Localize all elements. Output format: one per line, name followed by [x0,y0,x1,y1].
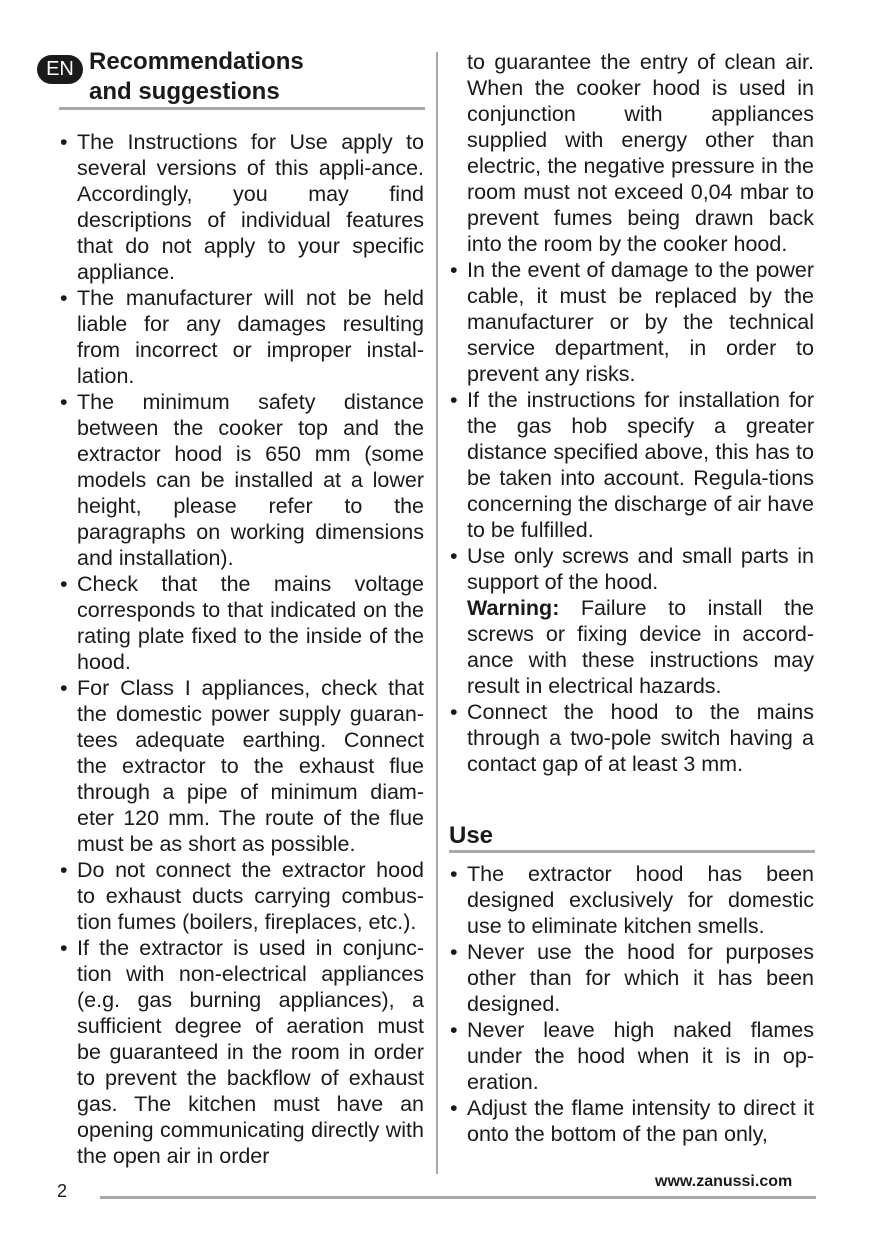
list-item: • In the event of damage to the power cable, it must be replaced by the manufacturer or by the technical service department, in order to prevent any risks. [448,257,814,387]
column-divider [436,52,438,1174]
right-column [448,49,814,777]
list-item: • If the instructions for installation for the gas hob specify a greater distance specified above, this has to be taken into account. Regula-tions concerning the discharge of air have to be fulfilled. [448,387,814,543]
list-item: • The minimum safety distance between the cooker top and the extractor hood is 650 mm (some models can be installed at a lower height, please refer to the paragraphs on working dimensions and installation). [58,389,424,571]
warning-label: Warning: [467,596,560,620]
section-heading-use: Use [449,822,494,849]
recommendations-list [58,129,424,1169]
list-item: • Adjust the flame intensity to direct it onto the bottom of the pan only, [448,1095,814,1147]
footer-rule [100,1196,816,1199]
recommendations-list-continued [448,257,814,777]
list-item: • Check that the mains voltage corresponds to that indicated on the rating plate fixed to the inside of the hood. [58,571,424,675]
list-item: • The extractor hood has been designed exclusively for domestic use to eliminate kitchen smells. [448,861,814,939]
continued-paragraph: to guarantee the entry of clean air. When the cooker hood is used in conjunction with appliances supplied with energy other than electric, the negative pressure in the room must not exceed 0,04 mbar to prevent fumes being drawn back into the room by the cooker hood. [467,50,814,256]
list-item: • For Class I appliances, check that the domestic power supply guaran-tees adequate earthing. Connect the extractor to the exhaust flue through a pipe of minimum diam-eter 120 mm. The route of the flue must be as short as possible. [58,675,424,857]
page-number: 2 [57,1181,68,1201]
list-item: • The Instructions for Use apply to several versions of this appli-ance. Accordingly, you may find descriptions of individual features that do not apply to your specific appliance. [58,129,424,285]
list-item-screws [448,543,814,699]
left-column [58,129,424,1169]
screws-text: Use only screws and small parts in support of the hood. [467,544,814,594]
heading-line-2: and suggestions [89,78,280,105]
warning-text: Failure to install the screws or fixing device in accord-ance with these instructions may result in electrical hazards. [467,596,814,698]
use-column [448,861,814,1147]
list-item: • Never use the hood for purposes other than for which it has been designed. [448,939,814,1017]
list-item: • Do not connect the extractor hood to exhaust ducts carrying combus-tion fumes (boilers, fireplaces, etc.). [58,857,424,935]
use-heading-underline [449,850,815,853]
use-list [448,861,814,1147]
language-badge: EN [37,55,83,84]
section-heading-recommendations [89,47,419,107]
list-item: • Never leave high naked flames under the hood when it is in op-eration. [448,1017,814,1095]
heading-underline [59,107,425,110]
heading-line-1: Recommendations [89,48,304,75]
list-item: • Connect the hood to the mains through a two-pole switch having a contact gap of at least 3 mm. [448,699,814,777]
list-item: • If the extractor is used in conjunc-tion with non-electrical appliances (e.g. gas burning appliances), a sufficient degree of aeration must be guaranteed in the room in order to prevent the backflow of exhaust gas. The kitchen must have an opening communicating directly with the open air in order [58,935,424,1169]
website-link[interactable]: www.zanussi.com [655,1173,793,1190]
list-item: • The manufacturer will not be held liable for any damages resulting from incorrect or improper instal-lation. [58,285,424,389]
